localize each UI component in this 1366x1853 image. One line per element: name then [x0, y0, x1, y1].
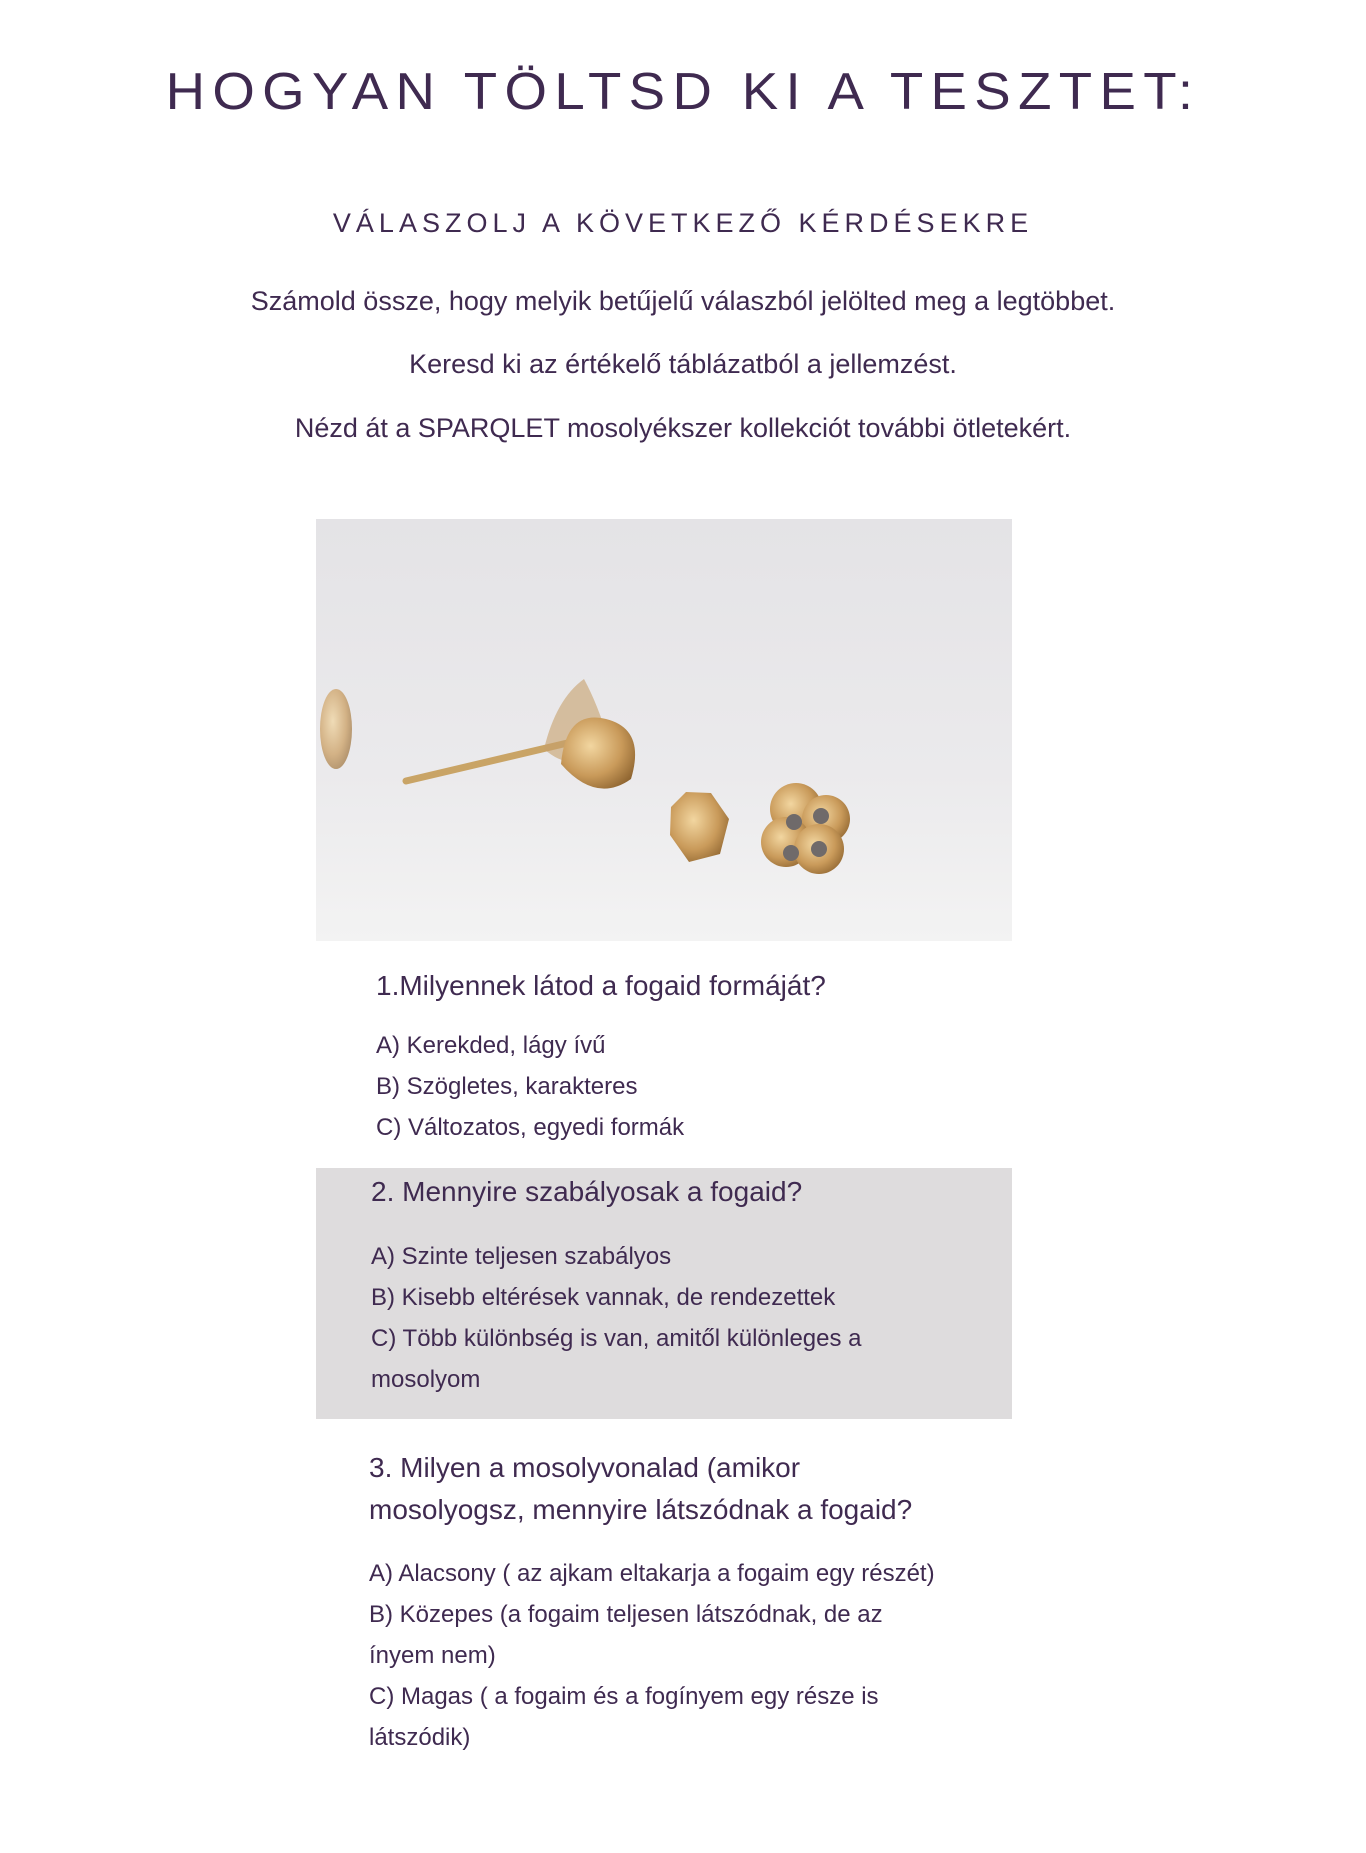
question-2: [371, 1171, 961, 1400]
answer-option-c[interactable]: C) Változatos, egyedi formák: [376, 1114, 685, 1141]
instruction-3: Nézd át a SPARQLET mosolyékszer kollekciót további ötletekért.: [294, 413, 1072, 443]
answer-option-a[interactable]: A) Alacsony ( az ajkam eltakarja a fogaim egy részét): [369, 1560, 935, 1587]
answer-option-c[interactable]: C) Több különbség is van, amitől különleges a mosolyom: [371, 1325, 862, 1393]
answer-option-b[interactable]: B) Kisebb eltérések vannak, de rendezettek: [371, 1284, 836, 1311]
answer-option-a[interactable]: A) Kerekded, lágy ívű: [376, 1032, 606, 1059]
page-subtitle: VÁLASZOLJ A KÖVETKEZŐ KÉRDÉSEKRE: [332, 208, 1034, 238]
question-title: 3. Milyen a mosolyvonalad (amikor mosolyogsz, mennyire látszódnak a fogaid?: [369, 1452, 913, 1525]
answer-option-c[interactable]: C) Magas ( a fogaim és a fogínyem egy része is látszódik): [369, 1683, 879, 1751]
question-3: [369, 1447, 949, 1758]
jewelry-photo: [316, 519, 1012, 941]
answer-option-b[interactable]: B) Közepes (a fogaim teljesen látszódnak, de az ínyem nem): [369, 1601, 883, 1669]
answer-option-a[interactable]: A) Szinte teljesen szabályos: [371, 1243, 672, 1270]
question-title: 2. Mennyire szabályosak a fogaid?: [371, 1176, 803, 1207]
question-1: [376, 965, 976, 1148]
page-title: HOGYAN TÖLTSD KI A TESZTET:: [165, 63, 1201, 121]
answer-option-b[interactable]: B) Szögletes, karakteres: [376, 1073, 638, 1100]
instruction-2: Keresd ki az értékelő táblázatból a jellemzést.: [409, 349, 957, 379]
question-title: 1.Milyennek látod a fogaid formáját?: [376, 970, 826, 1001]
instruction-1: Számold össze, hogy melyik betűjelű válaszból jelölted meg a legtöbbet.: [250, 286, 1116, 316]
